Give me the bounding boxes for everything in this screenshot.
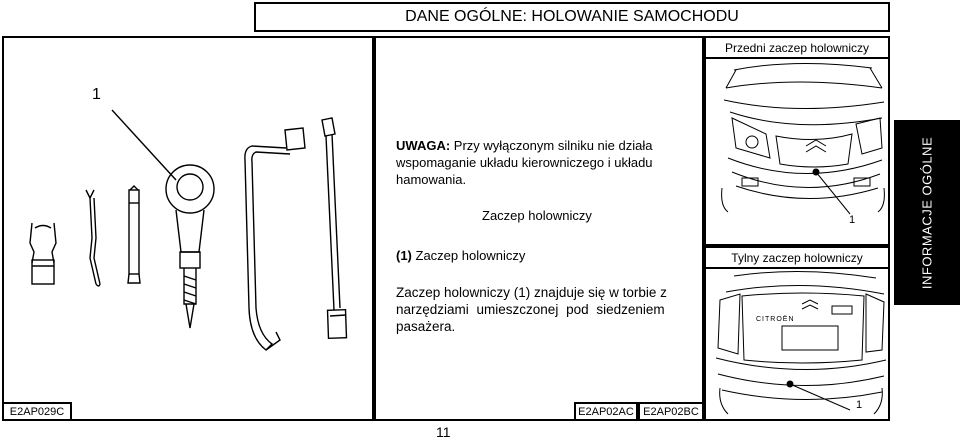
callout-leader-line <box>112 110 176 180</box>
rear-callout-number: 1 <box>856 399 863 411</box>
item-legend <box>396 247 525 264</box>
rear-figure-code-text: E2AP02BC <box>643 405 699 418</box>
front-view-panel <box>704 36 890 246</box>
side-tab-label: INFORMACJE OGÓLNE <box>919 136 935 289</box>
warning-line-2: wspomaganie układu kierowniczego i układu <box>396 155 653 170</box>
wheel-brace-drawing <box>245 128 305 350</box>
item-number: (1) <box>396 248 412 263</box>
tools-drawing <box>4 38 372 419</box>
body-line-1: Zaczep holowniczy (1) znajduje się w torbie z <box>396 285 667 300</box>
warning-text-1: Przy wyłączonym silniku nie działa <box>453 138 653 153</box>
bolt-tool-drawing <box>128 186 140 283</box>
page-title <box>254 2 890 32</box>
rear-view-title: Tylny zaczep holowniczy <box>706 248 888 269</box>
rear-car-drawing <box>706 248 888 419</box>
front-car-drawing <box>706 38 888 244</box>
rear-view-panel <box>704 246 890 421</box>
left-figure-code <box>2 402 72 421</box>
tool-callout-number: 1 <box>92 86 101 103</box>
vehicle-views-column <box>704 36 890 421</box>
rear-figure-code <box>638 402 704 421</box>
hook-tool-drawing <box>86 190 100 286</box>
body-line-2: narzędziami umieszczonej pod siedzeniem <box>396 302 665 317</box>
page-number: 11 <box>436 424 451 440</box>
body-line-3: pasażera. <box>396 319 456 334</box>
front-view-title: Przedni zaczep holowniczy <box>706 38 888 59</box>
tools-illustration-panel <box>2 36 374 421</box>
section-heading: Zaczep holowniczy <box>482 208 592 223</box>
section-side-tab <box>894 120 960 305</box>
left-figure-code-text: E2AP029C <box>9 405 65 418</box>
rear-brand-badge: CITROËN <box>756 316 795 323</box>
warning-label: UWAGA: <box>396 138 451 153</box>
extension-bar-drawing <box>322 118 346 338</box>
instructions-panel <box>374 36 704 421</box>
front-figure-code-text: E2AP02AC <box>578 405 634 418</box>
item-label: Zaczep holowniczy <box>415 248 526 263</box>
clamp-tool-drawing <box>30 223 56 284</box>
warning-line-3: hamowania. <box>396 172 467 187</box>
front-figure-code <box>574 402 638 421</box>
page-title-text: DANE OGÓLNE: HOLOWANIE SAMOCHODU <box>405 8 739 25</box>
front-callout-number: 1 <box>849 214 856 226</box>
towing-eye-drawing <box>166 165 214 328</box>
warning-line-1 <box>396 137 652 154</box>
